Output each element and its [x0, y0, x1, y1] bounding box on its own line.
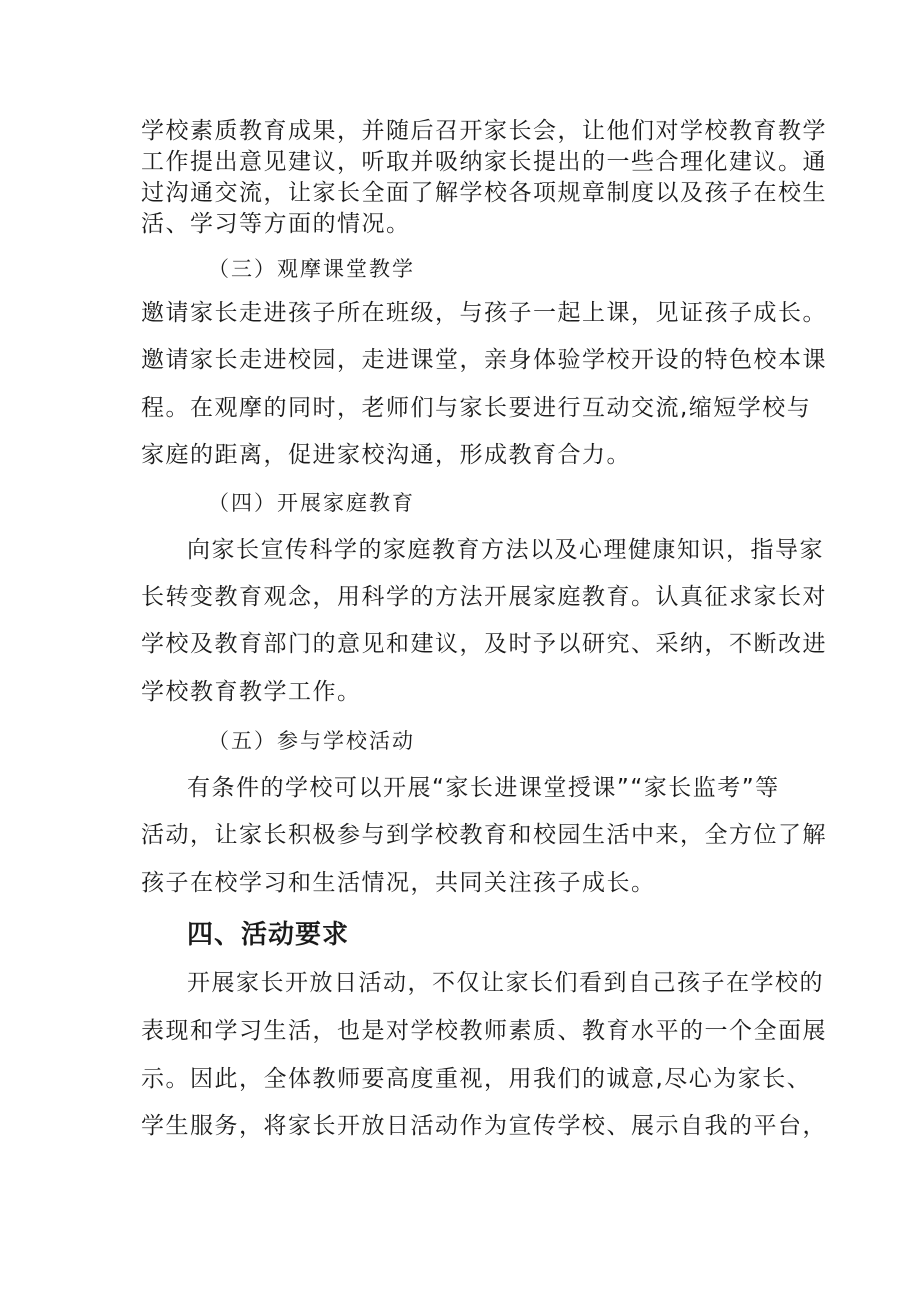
section-3-line: 邀请家长走进校园，走进课堂，亲身体验学校开设的特色校本课	[141, 347, 827, 373]
section-5-heading: （五）参与学校活动	[208, 729, 415, 753]
paragraph-line: 工作提出意见建议，听取并吸纳家长提出的一些合理化建议。通	[141, 149, 827, 175]
section-3-heading: （三）观摩课堂教学	[208, 257, 415, 281]
part-4-heading: 四、活动要求	[187, 920, 350, 950]
part-4-line: 表现和学习生活，也是对学校教师素质、教育水平的一个全面展	[141, 1018, 827, 1044]
part-4-line: 学生服务，将家长开放日活动作为宣传学校、展示自我的平台，	[141, 1113, 827, 1139]
paragraph-line: 活、学习等方面的情况。	[141, 211, 411, 237]
paragraph-line: 学校素质教育成果，并随后召开家长会，让他们对学校教育教学	[141, 118, 827, 144]
section-3-line: 家庭的距离，促进家校沟通，形成教育合力。	[141, 442, 631, 468]
section-4-line: 长转变教育观念，用科学的方法开展家庭教育。认真征求家长对	[141, 584, 827, 610]
section-3-line: 邀请家长走进孩子所在班级，与孩子一起上课，见证孩子成长。	[141, 300, 827, 326]
section-4-line: 向家长宣传科学的家庭教育方法以及心理健康知识，指导家	[187, 537, 824, 563]
section-5-line: 有条件的学校可以开展“家长进课堂授课”“家长监考”等	[187, 775, 780, 801]
part-4-line: 示。因此，全体教师要高度重视，用我们的诚意,尽心为家长、	[141, 1066, 812, 1092]
section-4-heading: （四）开展家庭教育	[208, 491, 415, 515]
section-5-line: 孩子在校学习和生活情况，共同关注孩子成长。	[141, 870, 656, 896]
section-4-line: 学校教育教学工作。	[141, 679, 362, 705]
section-5-line: 活动，让家长积极参与到学校教育和校园生活中来，全方位了解	[141, 822, 827, 848]
part-4-line: 开展家长开放日活动，不仅让家长们看到自己孩子在学校的	[187, 970, 824, 996]
section-4-line: 学校及教育部门的意见和建议，及时予以研究、采纳，不断改进	[141, 631, 827, 657]
section-3-line: 程。在观摩的同时，老师们与家长要进行互动交流,缩短学校与	[141, 395, 812, 421]
paragraph-line: 过沟通交流，让家长全面了解学校各项规章制度以及孩子在校生	[141, 180, 827, 206]
